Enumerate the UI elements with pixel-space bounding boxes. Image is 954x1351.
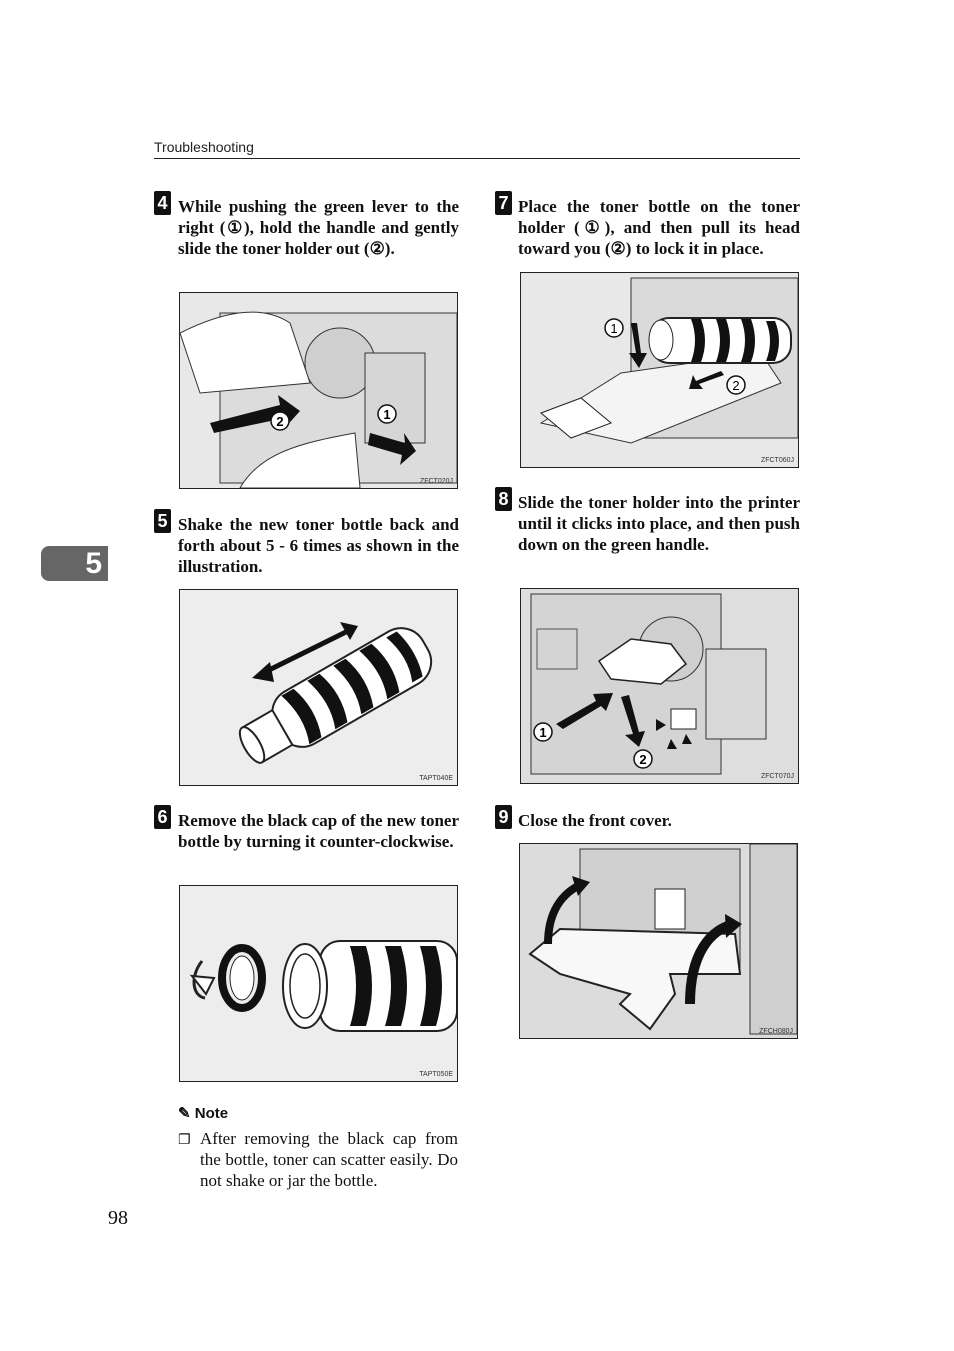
step-text-9: Close the front cover. [518, 811, 672, 830]
step-number-8: 8 [495, 487, 512, 511]
figure-step-8 [520, 588, 799, 784]
callout-2: 2 [639, 752, 647, 767]
figure-code: ZFCT070J [760, 773, 794, 780]
figure-code: ZFCT020J [419, 478, 453, 485]
step-text-6: Remove the black cap of the new toner bottle by turning it counter-clockwise. [178, 811, 459, 851]
pencil-icon: ✎ [178, 1105, 191, 1122]
figure-step-6 [179, 885, 458, 1082]
note-heading [178, 1104, 228, 1122]
page-number: 98 [108, 1207, 128, 1229]
callout-1: 1 [539, 725, 547, 740]
step-number-6: 6 [154, 805, 171, 829]
step-number-9: 9 [495, 805, 512, 829]
step-number-4: 4 [154, 191, 171, 215]
callout-1: 1 [383, 407, 391, 422]
step-text-7: Place the toner bottle on the toner holder (①), and then pull its head toward you (②) to lock it in place. [518, 197, 800, 258]
callout-2: 2 [276, 414, 284, 429]
step-text-5: Shake the new toner bottle back and forth about 5 - 6 times as shown in the illustration. [178, 515, 459, 576]
note-item: After removing the black cap from the bottle, toner can scatter easily. Do not shake or jar the bottle. [200, 1129, 458, 1190]
callout-1: 1 [610, 321, 618, 336]
figure-code: TAPT050E [419, 1071, 453, 1078]
figure-code: TAPT040E [419, 775, 453, 782]
step-text-8: Slide the toner holder into the printer until it clicks into place, and then push down on the green handle. [518, 493, 800, 554]
figure-code: ZFCH080J [759, 1028, 793, 1035]
step-text-4: While pushing the green lever to the right (①), hold the handle and gently slide the toner holder out (②). [178, 197, 459, 258]
step-number-5: 5 [154, 509, 171, 533]
note-title: Note [194, 1105, 229, 1122]
checkbox-bullet-icon: ❐ [178, 1132, 191, 1148]
figure-step-5 [179, 589, 458, 786]
step-number-7: 7 [495, 191, 512, 215]
figure-step-4 [179, 292, 458, 489]
running-header: Troubleshooting [154, 139, 254, 155]
figure-step-9 [519, 843, 798, 1039]
figure-code: ZFCT060J [760, 457, 794, 464]
callout-2: 2 [732, 378, 740, 393]
header-rule [154, 158, 800, 159]
figure-step-7 [520, 272, 799, 468]
chapter-tab: 5 [41, 546, 108, 581]
